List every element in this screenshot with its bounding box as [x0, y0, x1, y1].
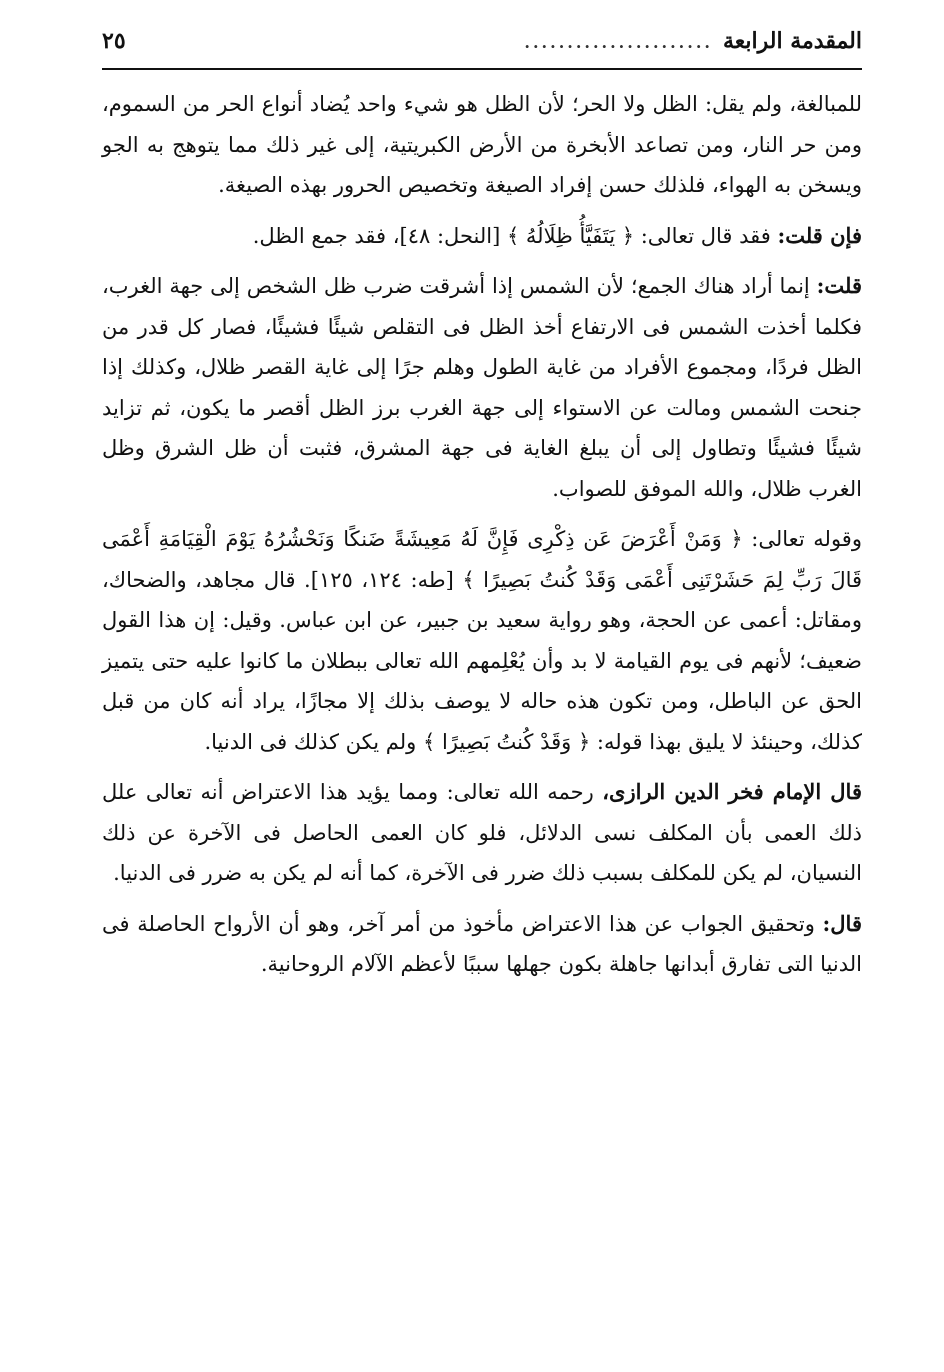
paragraph-5 [102, 772, 862, 894]
paragraph-3-lead: قلت: [816, 273, 862, 298]
paragraph-2-lead: فإن قلت: [777, 222, 862, 248]
paragraph-3-text: إنما أراد هناك الجمع؛ لأن الشمس إذا أشرقت ضرب ظل الشخص إلى جهة الغرب، فكلما أخذت الشمس فى الارتفاع أخذ الظل فى التقلص شيئًا فشيئًا، فصار كل قدر من الظل فردًا، ومجموع الأفراد من غاية الطول وهلم جرًا إلى غاية القصر ظلال، وكذلك إذا جنحت الشمس ومالت عن الاستواء إلى جهة الغرب برز الظل أقصر ما يكون، ثم تزايد شيئًا فشيئًا وتطاول إلى أن يبلغ الغاية فى جهة المشرق، فثبت أن ظل الشرق وظل الغرب ظلال، والله الموفق للصواب. [102, 274, 862, 501]
paragraph-6-lead: قال: [822, 910, 862, 936]
running-header [102, 28, 862, 70]
paragraph-2 [102, 216, 862, 257]
header-leader-dots: ...................... [524, 33, 713, 52]
paragraph-6-text: وتحقيق الجواب عن هذا الاعتراض مأخوذ من أمر آخر، وهو أن الأرواح الحاصلة فى الدنيا التى تفارق أبدانها جاهلة بكون جهلها سببًا لأعظم الآلام الروحانية. [102, 911, 862, 976]
paragraph-4 [102, 519, 862, 762]
paragraph-5-lead: قال الإمام فخر الدين الرازى، [602, 779, 862, 804]
paragraph-2-text: فقد قال تعالى: ﴿ يَتَفَيَّأُ ظِلَالُهُ ﴾ [النحل: ٤٨]، فقد جمع الظل. [252, 223, 778, 248]
paragraph-1 [102, 84, 862, 206]
book-page [102, 28, 862, 985]
chapter-title: المقدمة الرابعة [722, 28, 862, 54]
paragraph-6 [102, 904, 862, 985]
paragraph-1-text: للمبالغة، ولم يقل: الظل ولا الحر؛ لأن الظل هو شيء واحد يُضاد أنواع الحر من السموم، ومن حر النار، ومن تصاعد الأبخرة من الأرض الكبريتية، إلى غير ذلك مما يتوهج به الجو ويسخن به الهواء، فلذلك حسن إفراد الصيغة وتخصيص الحرور بهذه الصيغة. [102, 92, 862, 197]
paragraph-5-text: رحمه الله تعالى: ومما يؤيد هذا الاعتراض أنه تعالى علل ذلك العمى بأن المكلف نسى الدلائل، فلو كان العمى الحاصل فى الآخرة عن ذلك النسيان، لم يكن للمكلف بسبب ذلك ضرر فى الآخرة، كما أنه لم يكن به ضرر فى الدنيا. [102, 780, 862, 885]
paragraph-4-text: وقوله تعالى: ﴿ وَمَنْ أَعْرَضَ عَن ذِكْرِى فَإِنَّ لَهُ مَعِيشَةً ضَنكًا وَنَحْشُرُهُ يَوْمَ الْقِيَامَةِ أَعْمَى قَالَ رَبِّ لِمَ حَشَرْتَنِى أَعْمَى وَقَدْ كُنتُ بَصِيرًا ﴾ [طه: ١٢٤، ١٢٥]. قال مجاهد، والضحاك، ومقاتل: أعمى عن الحجة، وهو رواية سعيد بن جبير، عن ابن عباس. وقيل: إن هذا القول ضعيف؛ لأنهم فى يوم القيامة لا بد وأن يُعْلِمهم الله تعالى ببطلان ما كانوا عليه حتى يتميز الحق عن الباطل، ومن تكون هذه حاله لا يوصف بذلك إلا مجازًا، يراد أنه كان من قبل كذلك، وحينئذ لا يليق بهذا قوله: ﴿ وَقَدْ كُنتُ بَصِيرًا ﴾ ولم يكن كذلك فى الدنيا. [102, 527, 863, 754]
page-number: ٢٥ [102, 28, 126, 54]
paragraph-3 [102, 266, 862, 509]
